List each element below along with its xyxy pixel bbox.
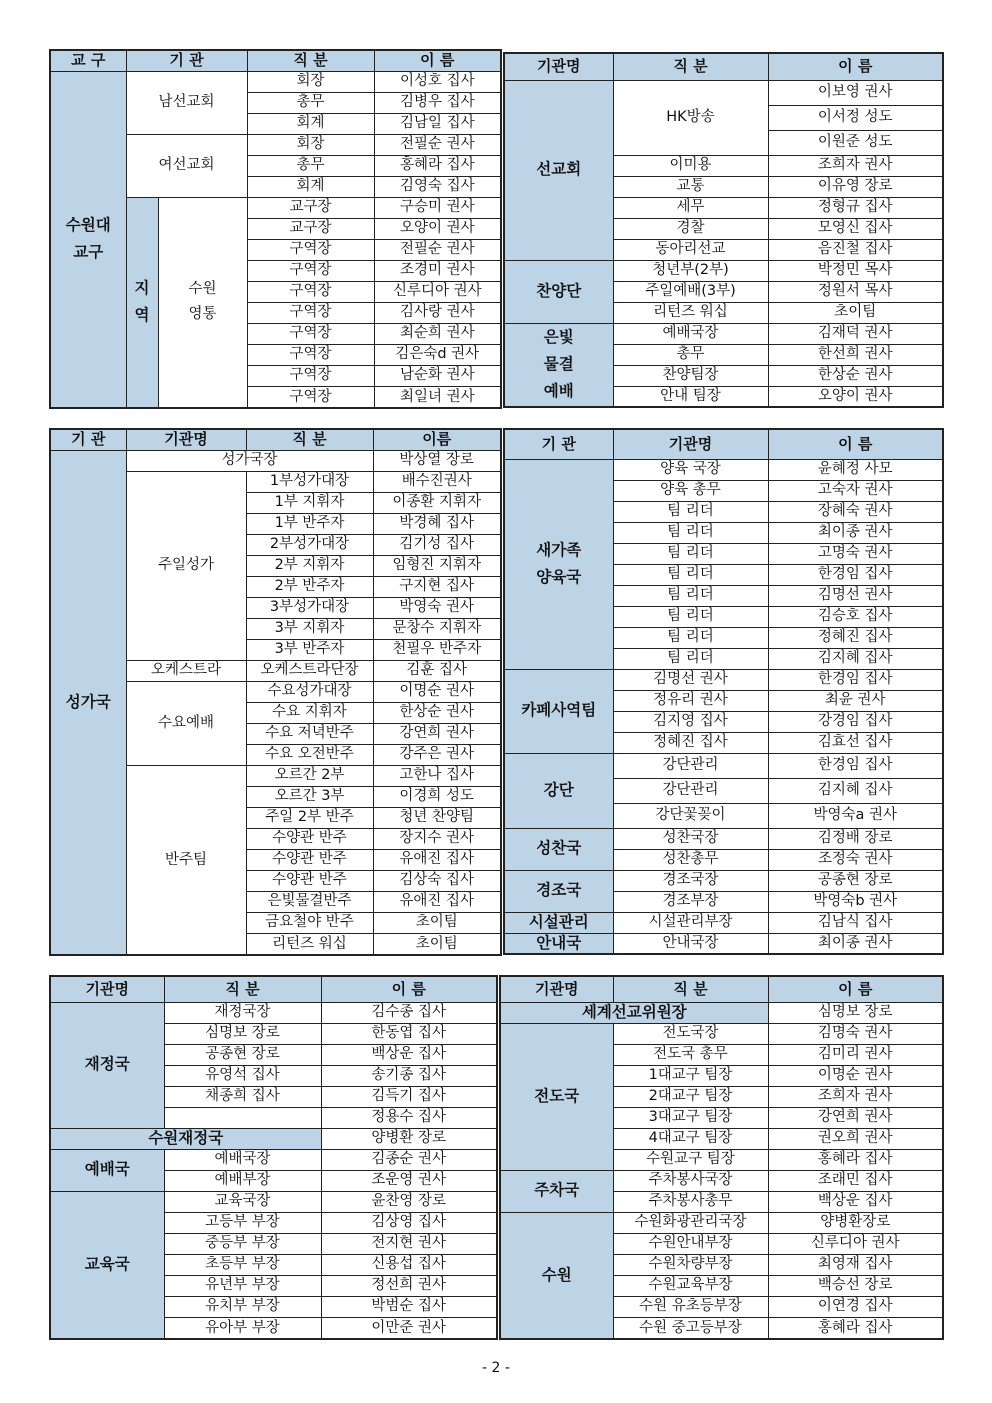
name-cell: 문창수 지휘자 [373,618,501,639]
role-cell: 중등부 부장 [164,1233,321,1254]
mission-table [503,52,944,408]
name-cell: 이보영 권사 [768,80,943,105]
name-cell: 박영숙b 권사 [768,891,943,912]
col-header: 직 분 [247,50,374,71]
role-cell: 금요철야 반주 [246,912,373,933]
role-cell: 오르간 2부 [246,765,373,786]
table-row [504,912,943,933]
role-cell: 동아리선교 [613,239,768,260]
col-header: 기관명 [613,429,768,459]
name-cell: 강경임 집사 [768,711,943,732]
org-label: 주일성가 [126,471,246,660]
role-cell: 수원화광관리국장 [613,1212,768,1233]
name-cell: 전필순 권사 [374,239,501,260]
name-cell: 이유영 장로 [768,176,943,197]
role-cell: 세무 [613,197,768,218]
evangelism-label: 전도국 [500,1023,613,1170]
role-cell: 김명선 권사 [613,669,768,690]
name-cell: 양병환장로 [768,1212,943,1233]
name-cell: 임형진 지휘자 [373,555,501,576]
name-cell: 윤찬영 장로 [321,1191,497,1212]
name-cell: 조희자 권사 [768,155,943,176]
role-cell: 팀 리더 [613,606,768,627]
role-cell: 청년부(2부) [613,260,768,281]
finance-table [49,975,498,1340]
role-cell: 수요 지휘자 [246,702,373,723]
role-cell: 김지영 집사 [613,711,768,732]
role-cell: 교구장 [247,197,374,218]
silver-label: 은빛 물결 예배 [504,323,613,407]
role-cell: 성찬총무 [613,849,768,870]
name-cell: 신용섭 집사 [321,1254,497,1275]
role-cell: 수원 유초등부장 [613,1296,768,1317]
name-cell: 백상운 집사 [768,1191,943,1212]
guide-label: 안내국 [504,933,613,954]
name-cell: 신루디아 권사 [768,1233,943,1254]
name-cell: 김기성 집사 [373,534,501,555]
name-cell: 김효선 집사 [768,732,943,753]
role-cell: 재정국장 [164,1002,321,1023]
role-cell: 심명보 장로 [164,1023,321,1044]
role-cell: 수요성가대장 [246,681,373,702]
name-cell: 김남일 집사 [374,113,501,134]
name-cell: 홍혜라 집사 [768,1149,943,1170]
group-label: 남선교회 [126,71,247,134]
role-cell: 강단꽃꽂이 [613,803,768,828]
name-cell: 이성호 집사 [374,71,501,92]
name-cell: 김재덕 권사 [768,323,943,344]
name-cell: 박경혜 집사 [373,513,501,534]
name-cell: 고한나 집사 [373,765,501,786]
name-cell: 이경희 성도 [373,786,501,807]
name-cell: 모영신 집사 [768,218,943,239]
table-row [504,260,943,281]
name-cell: 김영숙 집사 [374,176,501,197]
role-cell: 수원안내부장 [613,1233,768,1254]
table-row [504,80,943,105]
name-cell: 조정숙 권사 [768,849,943,870]
name-cell: 이명순 권사 [768,1065,943,1086]
family-label: 새가족 양육국 [504,459,613,669]
name-cell: 남순화 권사 [374,365,501,386]
table-row [50,450,501,471]
role-cell: 채종희 집사 [164,1086,321,1107]
role-cell: 팀 리더 [613,627,768,648]
name-cell: 박영숙a 권사 [768,803,943,828]
org-label: HK방송 [613,80,768,155]
suwon-label: 수원 [500,1212,613,1339]
table-row [50,1191,497,1212]
edu-label: 교육국 [50,1191,164,1339]
name-cell: 김종순 권사 [321,1149,497,1170]
name-cell: 이서정 성도 [768,105,943,130]
role-cell: 회계 [247,113,374,134]
dept-label: 성가국 [50,450,126,955]
cafe-label: 카페사역팀 [504,669,613,753]
col-header: 이름 [373,429,501,450]
name-cell: 김지혜 집사 [768,778,943,803]
name-cell: 정혜진 집사 [768,627,943,648]
name-cell: 한상순 권사 [768,365,943,386]
name-cell: 유애진 집사 [373,891,501,912]
role-cell: 팀 리더 [613,543,768,564]
role-cell: 교통 [613,176,768,197]
col-header: 직 분 [613,976,768,1002]
role-cell: 교구장 [247,218,374,239]
role-cell: 구역장 [247,260,374,281]
name-cell: 백승선 장로 [768,1275,943,1296]
role-cell: 양육 국장 [613,459,768,480]
name-cell: 김승호 집사 [768,606,943,627]
role-cell: 수요 오전반주 [246,744,373,765]
finance-label: 재정국 [50,1002,164,1128]
name-cell: 김득기 집사 [321,1086,497,1107]
name-cell: 정형규 집사 [768,197,943,218]
name-cell: 이원준 성도 [768,130,943,155]
table-row [504,323,943,344]
role-cell: 팀 리더 [613,501,768,522]
name-cell: 박상열 장로 [373,450,501,471]
name-cell: 초이팀 [373,933,501,955]
role-cell: 구역장 [247,386,374,408]
name-cell: 고숙자 권사 [768,480,943,501]
role-cell: 은빛물결반주 [246,891,373,912]
name-cell: 김정배 장로 [768,828,943,849]
parking-label: 주차국 [500,1170,613,1212]
col-header: 직 분 [613,53,768,80]
name-cell: 권오희 권사 [768,1128,943,1149]
role-cell: 1대교구 팀장 [613,1065,768,1086]
sacrament-label: 성찬국 [504,828,613,870]
col-header: 이 름 [374,50,501,71]
role-cell: 양육 총무 [613,480,768,501]
name-cell: 한선희 권사 [768,344,943,365]
altar-label: 강단 [504,753,613,828]
table-row [50,71,501,92]
role-cell: 주일 2부 반주 [246,807,373,828]
role-cell: 초등부 부장 [164,1254,321,1275]
col-header: 이 름 [321,976,497,1002]
role-cell: 4대교구 팀장 [613,1128,768,1149]
condolence-label: 경조국 [504,870,613,912]
name-cell: 신루디아 권사 [374,281,501,302]
name-cell: 김사랑 권사 [374,302,501,323]
name-cell: 윤혜정 사모 [768,459,943,480]
role-cell: 팀 리더 [613,522,768,543]
col-header: 직 분 [246,429,373,450]
name-cell: 조래민 집사 [768,1170,943,1191]
role-cell: 정유리 권사 [613,690,768,711]
name-cell: 김상영 집사 [321,1212,497,1233]
table-row [50,1002,497,1023]
role-cell: 수원교육부장 [613,1275,768,1296]
name-cell: 백상운 집사 [321,1044,497,1065]
role-cell [164,1107,321,1128]
role-cell: 이미용 [613,155,768,176]
table-header-row [504,429,943,459]
role-cell: 구역장 [247,323,374,344]
table-header-row [50,976,497,1002]
role-cell: 구역장 [247,239,374,260]
name-cell: 한경임 집사 [768,753,943,778]
family-table [503,428,944,955]
name-cell: 한동엽 집사 [321,1023,497,1044]
role-cell: 총무 [247,92,374,113]
role-cell: 3부 지휘자 [246,618,373,639]
org-label: 오케스트라 [126,660,246,681]
role-cell: 시설관리부장 [613,912,768,933]
name-cell: 이만준 권사 [321,1317,497,1339]
page-number: - 2 - [482,1360,510,1376]
table-row [50,1149,497,1170]
col-header: 기관명 [126,429,246,450]
suwon-finance-label: 수원재정국 [50,1128,321,1149]
role-cell: 전도국장 [613,1023,768,1044]
evangelism-table [499,975,944,1340]
name-cell: 김남식 집사 [768,912,943,933]
choir-table [49,428,502,956]
name-cell: 강주은 권사 [373,744,501,765]
table-row [504,828,943,849]
org-label: 반주팀 [126,765,246,955]
role-cell: 주일예배(3부) [613,281,768,302]
role-cell: 3부 반주자 [246,639,373,660]
role-cell: 경조부장 [613,891,768,912]
name-cell: 장혜숙 권사 [768,501,943,522]
table-header-row [500,976,943,1002]
col-header: 기관명 [50,976,164,1002]
name-cell: 정선희 권사 [321,1275,497,1296]
group-label: 여선교회 [126,134,247,197]
name-cell: 이명순 권사 [373,681,501,702]
name-cell: 최이종 권사 [768,933,943,954]
name-cell: 유애진 집사 [373,849,501,870]
role-cell: 3부성가대장 [246,597,373,618]
role-cell: 예배국장 [613,323,768,344]
name-cell: 배수진권사 [373,471,501,492]
role-cell: 유아부 부장 [164,1317,321,1339]
name-cell: 오양이 권사 [374,218,501,239]
facility-label: 시설관리 [504,912,613,933]
role-cell: 오르간 3부 [246,786,373,807]
name-cell: 한경임 집사 [768,669,943,690]
name-cell: 초이팀 [768,302,943,323]
name-cell: 김훈 집사 [373,660,501,681]
table-row [504,669,943,690]
role-cell: 수요 저녁반주 [246,723,373,744]
role-cell: 경조국장 [613,870,768,891]
col-header: 직 분 [164,976,321,1002]
name-cell: 이연경 집사 [768,1296,943,1317]
name-cell: 음진철 집사 [768,239,943,260]
table-row [500,1023,943,1044]
table-header-row [504,53,943,80]
name-cell: 강연희 권사 [373,723,501,744]
role-cell: 1부 반주자 [246,513,373,534]
role-cell: 유영석 집사 [164,1065,321,1086]
table-row [504,459,943,480]
role-cell: 팀 리더 [613,564,768,585]
col-header: 기 관 [50,429,126,450]
district-label: 수원대 교구 [50,71,126,408]
mission-label: 선교회 [504,80,613,260]
name-cell: 최영재 집사 [768,1254,943,1275]
role-cell: 성찬국장 [613,828,768,849]
name-cell: 정원서 목사 [768,281,943,302]
role-cell: 공종현 장로 [164,1044,321,1065]
name-cell: 장지수 권사 [373,828,501,849]
col-header: 기 관 [504,429,613,459]
role-cell: 2부 반주자 [246,576,373,597]
table-row [504,933,943,954]
world-mission-label: 세계선교위원장 [500,1002,768,1023]
role-cell: 2부 지휘자 [246,555,373,576]
role-cell: 고등부 부장 [164,1212,321,1233]
role-cell: 구역장 [247,302,374,323]
choir-label: 찬양단 [504,260,613,323]
table-header-row [50,50,501,71]
name-cell: 김명선 권사 [768,585,943,606]
name-cell: 박범순 집사 [321,1296,497,1317]
role-cell: 교육국장 [164,1191,321,1212]
role-cell: 구역장 [247,281,374,302]
name-cell: 심명보 장로 [768,1002,943,1023]
role-cell: 안내국장 [613,933,768,954]
role-cell: 수원차량부장 [613,1254,768,1275]
name-cell: 최이종 권사 [768,522,943,543]
name-cell: 조희자 권사 [768,1086,943,1107]
name-cell: 구승미 권사 [374,197,501,218]
role-cell: 수양관 반주 [246,849,373,870]
role-cell: 강단관리 [613,778,768,803]
name-cell: 박영숙 권사 [373,597,501,618]
name-cell: 이종환 지휘자 [373,492,501,513]
role-cell: 주차봉사국장 [613,1170,768,1191]
name-cell: 오양이 권사 [768,386,943,407]
table-row [500,1212,943,1233]
col-header: 기 관 [126,50,247,71]
role-cell: 회장 [247,134,374,155]
role-cell: 회계 [247,176,374,197]
role-cell: 정혜진 집사 [613,732,768,753]
name-cell: 천필우 반주자 [373,639,501,660]
role-cell: 팀 리더 [613,585,768,606]
name-cell: 한경임 집사 [768,564,943,585]
role-cell: 1부 지휘자 [246,492,373,513]
name-cell: 김상숙 집사 [373,870,501,891]
table-row [500,1002,943,1023]
name-cell: 김수종 집사 [321,1002,497,1023]
name-cell: 청년 찬양팀 [373,807,501,828]
name-cell: 김병우 집사 [374,92,501,113]
role-cell: 유년부 부장 [164,1275,321,1296]
name-cell: 송기종 집사 [321,1065,497,1086]
col-header: 교 구 [50,50,126,71]
name-cell: 김은숙d 권사 [374,344,501,365]
name-cell: 김지혜 집사 [768,648,943,669]
role-cell: 유치부 부장 [164,1296,321,1317]
col-header: 이 름 [768,429,943,459]
role-cell: 전도국 총무 [613,1044,768,1065]
role-cell: 2대교구 팀장 [613,1086,768,1107]
name-cell: 홍혜라 집사 [374,155,501,176]
name-cell: 홍혜라 집사 [768,1317,943,1339]
role-cell: 주차봉사총무 [613,1191,768,1212]
name-cell: 강연희 권사 [768,1107,943,1128]
name-cell: 최순희 권사 [374,323,501,344]
name-cell: 초이팀 [373,912,501,933]
role-cell: 오케스트라단장 [246,660,373,681]
role-cell: 안내 팀장 [613,386,768,407]
table-row [50,1128,497,1149]
role-cell: 수양관 반주 [246,870,373,891]
role-cell: 수양관 반주 [246,828,373,849]
col-header: 이 름 [768,976,943,1002]
col-header: 기관명 [504,53,613,80]
name-cell: 공종현 장로 [768,870,943,891]
name-cell: 박정민 목사 [768,260,943,281]
role-cell: 총무 [613,344,768,365]
role-cell: 구역장 [247,344,374,365]
name-cell: 조경미 권사 [374,260,501,281]
org-label: 수요예배 [126,681,246,765]
role-cell: 강단관리 [613,753,768,778]
name-cell: 최윤 권사 [768,690,943,711]
name-cell: 구지현 집사 [373,576,501,597]
name-cell: 김미리 권사 [768,1044,943,1065]
name-cell: 정용수 집사 [321,1107,497,1128]
role-cell: 2부성가대장 [246,534,373,555]
table-row [500,1170,943,1191]
role-cell: 리턴즈 워십 [613,302,768,323]
worship-label: 예배국 [50,1149,164,1191]
name-cell: 양병환 장로 [321,1128,497,1149]
role-cell: 수원 중고등부장 [613,1317,768,1339]
table-header-row [50,429,501,450]
role-cell: 찬양팀장 [613,365,768,386]
table-row [504,870,943,891]
role-cell: 구역장 [247,365,374,386]
region-label: 지 역 [126,197,158,408]
district-table [49,49,502,409]
col-header: 이 름 [768,53,943,80]
role-cell: 회장 [247,71,374,92]
role-cell: 수원교구 팀장 [613,1149,768,1170]
col-header: 기관명 [500,976,613,1002]
role-cell: 예배부장 [164,1170,321,1191]
role-cell: 3대교구 팀장 [613,1107,768,1128]
role-cell: 예배국장 [164,1149,321,1170]
name-cell: 전지현 권사 [321,1233,497,1254]
name-cell: 전필순 권사 [374,134,501,155]
region-name: 수원 영통 [158,197,247,408]
name-cell: 최일녀 권사 [374,386,501,408]
role-cell: 리턴즈 워십 [246,933,373,955]
name-cell: 고명숙 권사 [768,543,943,564]
name-cell: 조운영 권사 [321,1170,497,1191]
name-cell: 한상순 권사 [373,702,501,723]
role-cell: 총무 [247,155,374,176]
role-cell: 1부성가대장 [246,471,373,492]
table-row [504,753,943,778]
role-cell: 팀 리더 [613,648,768,669]
name-cell: 김명숙 권사 [768,1023,943,1044]
role-cell: 경찰 [613,218,768,239]
role-cell: 성가국장 [126,450,373,471]
